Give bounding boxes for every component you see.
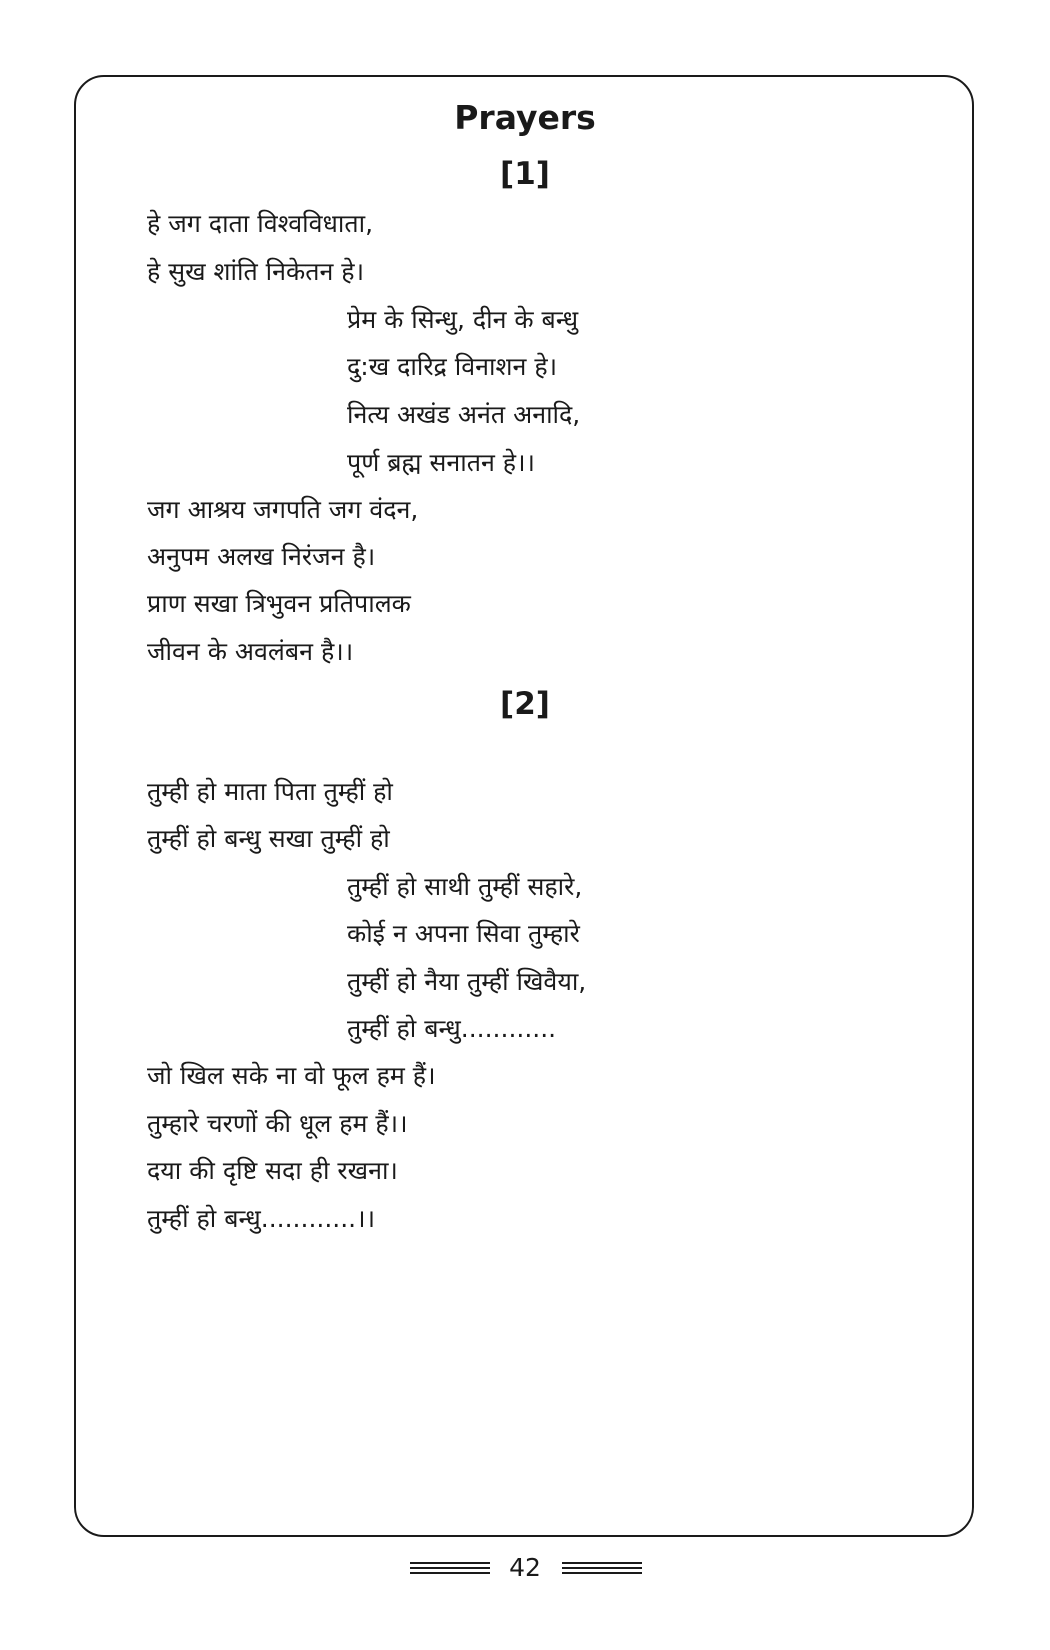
- verse-line: हे सुख शांति निकेतन हे।: [147, 257, 365, 286]
- verse-line: नित्य अखंड अनंत अनादि,: [347, 400, 581, 429]
- verse-line: तुम्हीं हो बन्धु............: [347, 1014, 557, 1043]
- verse-line: दया की दृष्टि सदा ही रखना।: [147, 1156, 398, 1185]
- verse-line: तुम्हीं हो बन्धु............।।: [147, 1204, 376, 1233]
- footer-rule-right: [562, 1562, 642, 1574]
- verse-line: तुम्ही हो माता पिता तुम्हीं हो: [147, 777, 393, 806]
- verse-line: तुम्हीं हो साथी तुम्हीं सहारे,: [347, 872, 583, 901]
- verse-line: अनुपम अलख निरंजन है।: [147, 542, 376, 571]
- verse-line: दु:ख दारिद्र विनाशन हे।: [347, 352, 558, 381]
- verse-line: तुम्हीं हो नैया तुम्हीं खिवैया,: [347, 967, 587, 996]
- page-footer: [0, 1550, 1050, 1590]
- section-number-2: [2]: [500, 686, 550, 722]
- verse-line: कोई न अपना सिवा तुम्हारे: [347, 919, 580, 948]
- verse-line: जग आश्रय जगपति जग वंदन,: [147, 495, 419, 524]
- verse-line: जीवन के अवलंबन है।।: [147, 637, 354, 666]
- section-number-1: [1]: [500, 156, 550, 192]
- page-title: Prayers: [454, 98, 596, 137]
- verse-line: पूर्ण ब्रह्म सनातन हे।।: [347, 448, 536, 477]
- page-number: 42: [509, 1553, 541, 1582]
- verse-line: तुम्हीं हो बन्धु सखा तुम्हीं हो: [147, 824, 390, 853]
- verse-line: जो खिल सके ना वो फूल हम हैं।: [147, 1061, 436, 1090]
- verse-line: प्रेम के सिन्धु, दीन के बन्धु: [347, 305, 579, 334]
- verse-line: प्राण सखा त्रिभुवन प्रतिपालक: [147, 589, 411, 618]
- verse-line: तुम्हारे चरणों की धूल हम हैं।।: [147, 1109, 408, 1138]
- verse-line: हे जग दाता विश्वविधाता,: [147, 209, 374, 238]
